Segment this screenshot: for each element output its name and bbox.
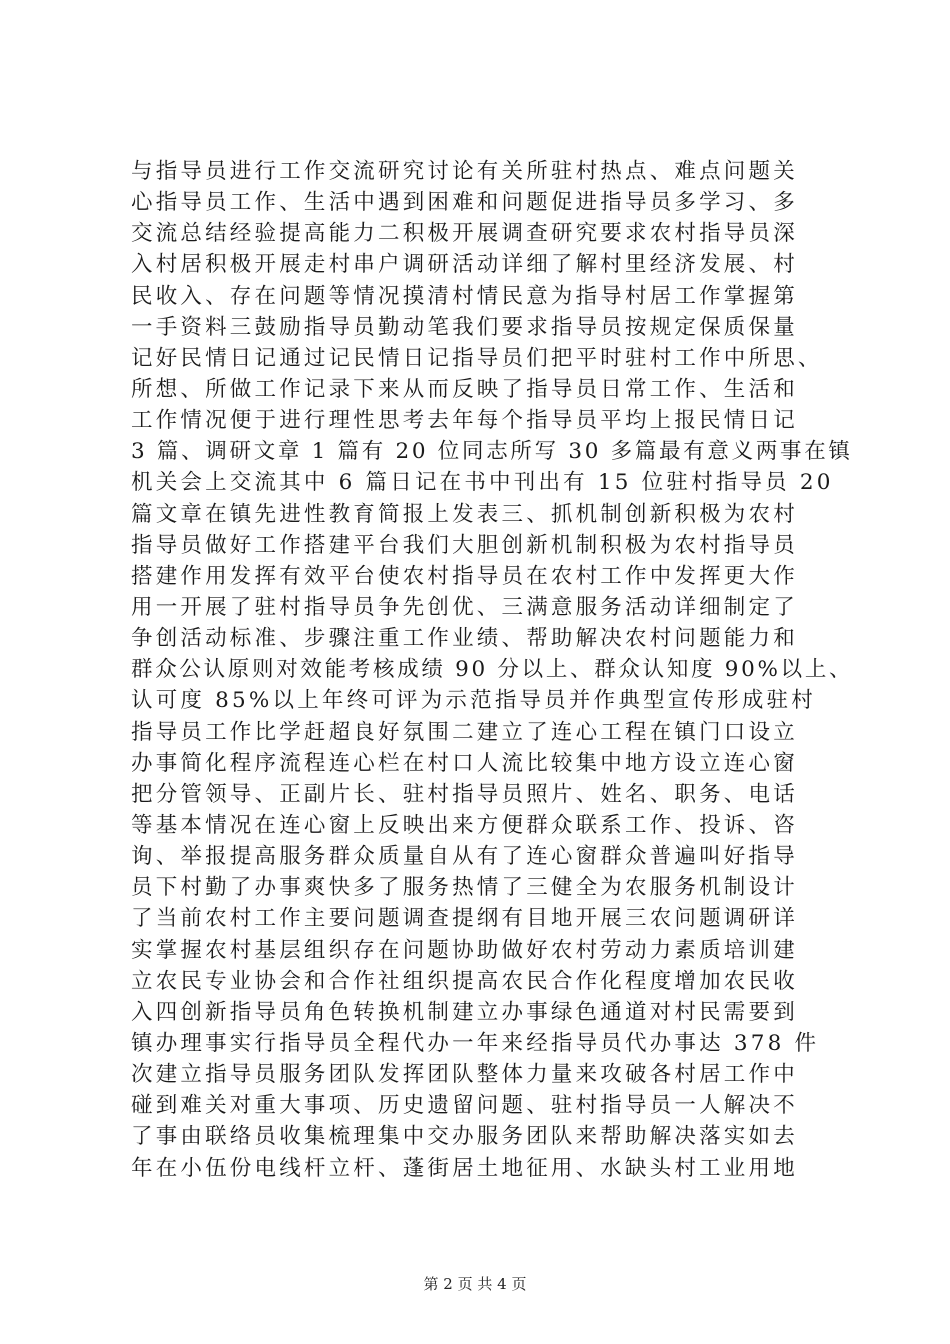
text-line: 办事简化程序流程连心栏在村口人流比较集中地方设立连心窗: [131, 750, 798, 776]
text-line: 实掌握农村基层组织存在问题协助做好农村劳动力素质培训建: [131, 937, 798, 963]
text-line: 了事由联络员收集梳理集中交办服务团队来帮助解决落实如去: [131, 1124, 798, 1150]
text-line: 入四创新指导员角色转换机制建立办事绿色通道对村民需要到: [131, 999, 798, 1025]
text-line: 3 篇、调研文章 1 篇有 20 位同志所写 30 多篇最有意义两事在镇: [131, 439, 853, 465]
text-line: 心指导员工作、生活中遇到困难和问题促进指导员多学习、多: [131, 190, 798, 216]
text-line: 指导员做好工作搭建平台我们大胆创新机制积极为农村指导员: [131, 532, 798, 558]
text-line: 一手资料三鼓励指导员勤动笔我们要求指导员按规定保质保量: [131, 314, 798, 340]
text-line: 等基本情况在连心窗上反映出来方便群众联系工作、投诉、咨: [131, 812, 798, 838]
text-line: 工作情况便于进行理性思考去年每个指导员平均上报民情日记: [131, 408, 798, 434]
text-line: 了当前农村工作主要问题调查提纲有目地开展三农问题调研详: [131, 906, 798, 932]
text-line: 民收入、存在问题等情况摸清村情民意为指导村居工作掌握第: [131, 283, 798, 309]
text-line: 把分管领导、正副片长、驻村指导员照片、姓名、职务、电话: [131, 781, 798, 807]
text-line: 交流总结经验提高能力二积极开展调查研究要求农村指导员深: [131, 221, 798, 247]
text-line: 用一开展了驻村指导员争先创优、三满意服务活动详细制定了: [131, 594, 798, 620]
text-line: 机关会上交流其中 6 篇日记在书中刊出有 15 位驻村指导员 20: [131, 470, 834, 496]
text-line: 询、举报提高服务群众质量自从有了连心窗群众普遍叫好指导: [131, 844, 798, 870]
text-line: 年在小伍份电线杆立杆、蓬街居土地征用、水缺头村工业用地: [131, 1155, 798, 1181]
text-line: 搭建作用发挥有效平台使农村指导员在农村工作中发挥更大作: [131, 563, 798, 589]
text-line: 认可度 85%以上年终可评为示范指导员并作典型宣传形成驻村: [131, 688, 816, 714]
text-line: 与指导员进行工作交流研究讨论有关所驻村热点、难点问题关: [131, 159, 798, 184]
text-line: 员下村勤了办事爽快多了服务热情了三健全为农服务机制设计: [131, 875, 798, 901]
text-line: 所想、所做工作记录下来从而反映了指导员日常工作、生活和: [131, 376, 798, 402]
text-line: 次建立指导员服务团队发挥团队整体力量来攻破各村居工作中: [131, 1062, 798, 1088]
text-line: 立农民专业协会和合作社组织提高农民合作化程度增加农民收: [131, 968, 798, 994]
text-line: 群众公认原则对效能考核成绩 90 分以上、群众认知度 90%以上、: [131, 657, 854, 683]
text-line: 争创活动标准、步骤注重工作业绩、帮助解决农村问题能力和: [131, 626, 798, 652]
text-line: 指导员工作比学赶超良好氛围二建立了连心工程在镇门口设立: [131, 719, 798, 745]
text-line: 记好民情日记通过记民情日记指导员们把平时驻村工作中所思、: [131, 345, 823, 371]
body-text: [131, 156, 854, 1184]
text-line: 碰到难关对重大事项、历史遗留问题、驻村指导员一人解决不: [131, 1093, 798, 1119]
text-line: 篇文章在镇先进性教育简报上发表三、抓机制创新积极为农村: [131, 501, 798, 527]
text-line: 镇办理事实行指导员全程代办一年来经指导员代办事达 378 件: [131, 1030, 820, 1056]
page-footer: 第 2 页 共 4 页: [423, 1275, 527, 1293]
text-line: 入村居积极开展走村串户调研活动详细了解村里经济发展、村: [131, 252, 798, 278]
